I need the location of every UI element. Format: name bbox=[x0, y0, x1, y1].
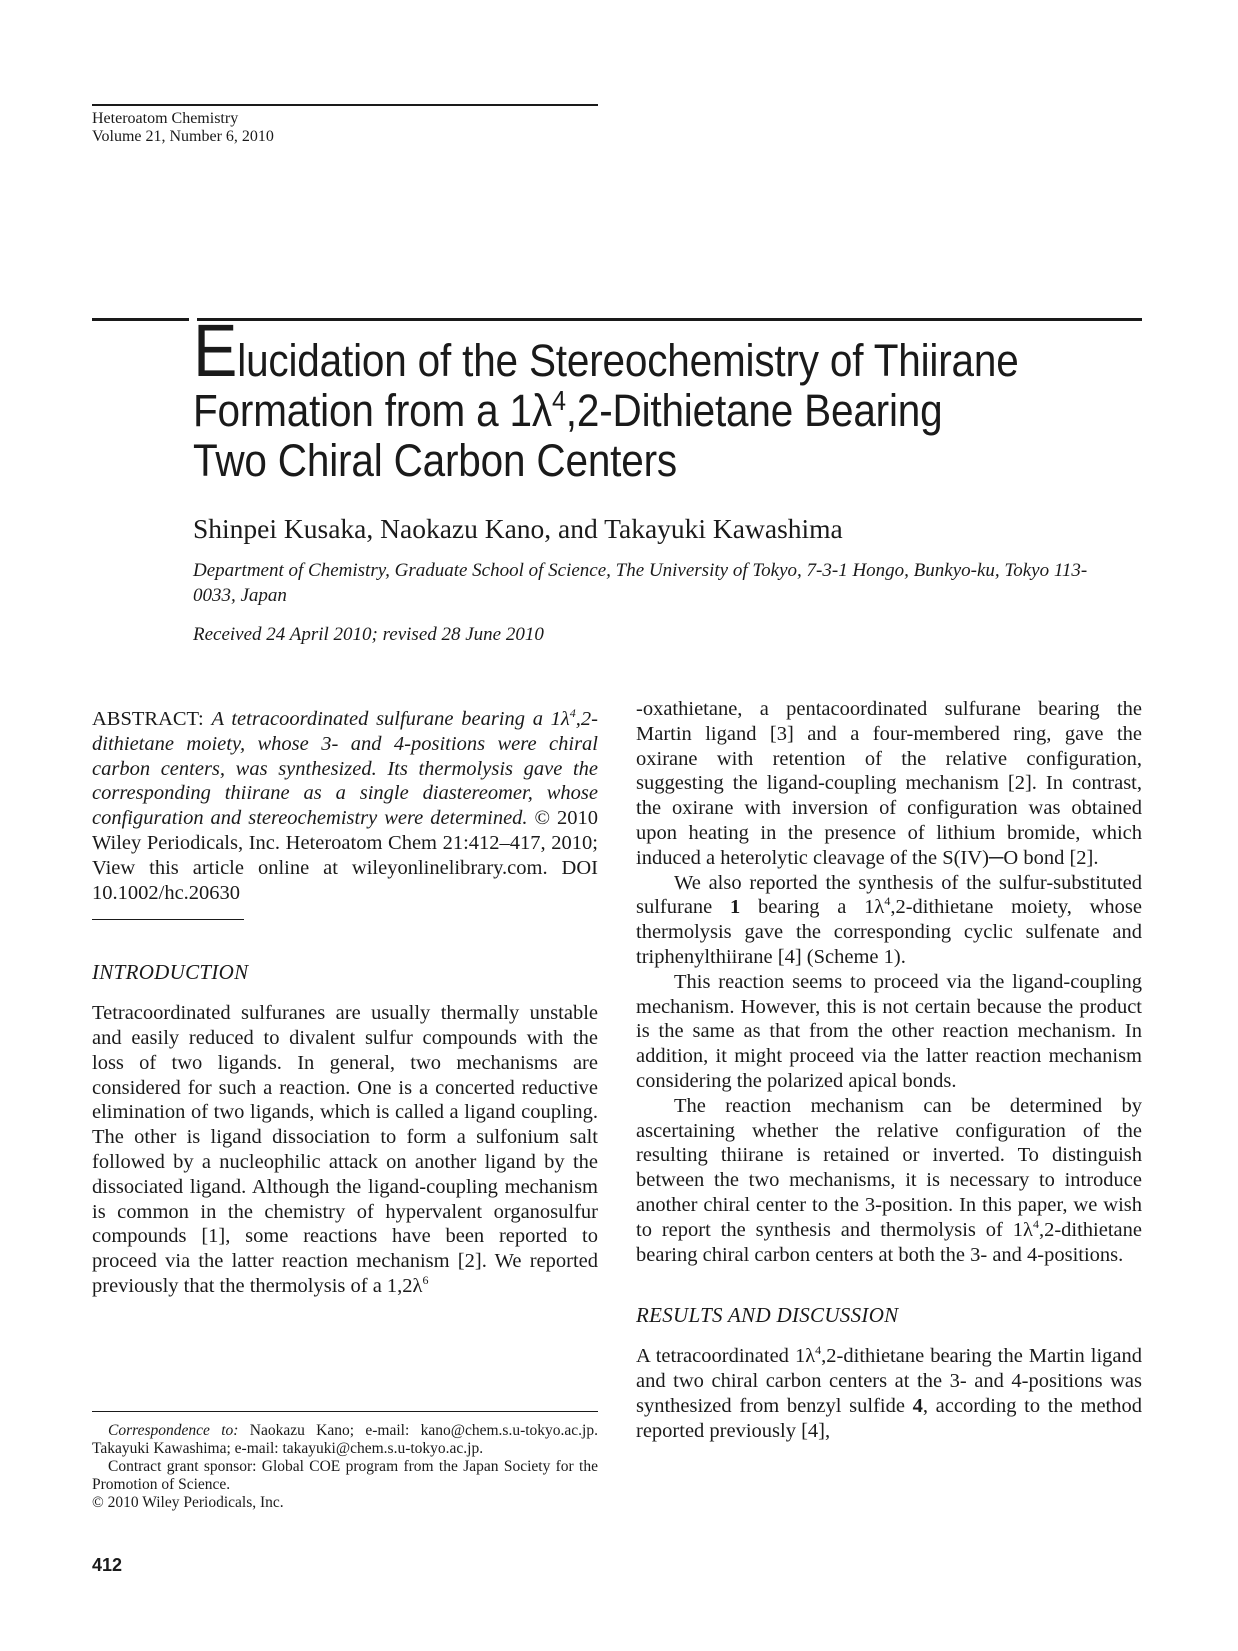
results-paragraph-1: A tetracoordinated $1\lambda^4,2$-dithietane bearing the Martin ligand and two chiral carbon centers at the 3- and 4-positions was synthesized from benzyl sulfide 4, according to the method reported previously [4], bbox=[636, 1343, 1142, 1442]
article-title bbox=[193, 309, 1057, 486]
page-number: 412 bbox=[92, 1555, 123, 1575]
results-heading: RESULTS AND DISCUSSION bbox=[636, 1303, 899, 1328]
journal-volume: Volume 21, Number 6, 2010 bbox=[92, 128, 274, 145]
correspondence-note: Correspondence to: Naokazu Kano; e-mail: kano@chem.s.u-tokyo.ac.jp. Takayuki Kawashima; e-mail: takayuki@chem.s.u-tokyo.ac.jp. bbox=[92, 1422, 598, 1457]
received-dates: Received 24 April 2010; revised 28 June 2010 bbox=[193, 624, 544, 645]
abstract: ABSTRACT: A tetracoordinated sulfurane bearing a $1\lambda^4,2$-dithietane moiety, whose 3- and 4-positions were chiral carbon centers, was synthesized. Its thermolysis gave the corresponding thiirane as a single diastereomer, whose configuration and stereochemistry were determined. © 2010 Wiley Periodicals, Inc. Heteroatom Chem 21:412–417, 2010; View this article online at wileyonlinelibrary.com. DOI 10.1002/hc.20630 bbox=[92, 706, 599, 904]
title-line-1: Elucidation of the Stereochemistry of Thiirane bbox=[193, 309, 1019, 392]
introduction-heading: INTRODUCTION bbox=[92, 960, 249, 985]
affiliation: Department of Chemistry, Graduate School of Science, The University of Tokyo, 7-3-1 Hongo, Bunkyo-ku, Tokyo 113-0033, Japan bbox=[193, 560, 1088, 606]
abstract-label: ABSTRACT: bbox=[92, 708, 204, 730]
intro-paragraph-4: The reaction mechanism can be determined by ascertaining whether the relative configuration of the resulting thiirane is retained or inverted. To distinguish between the two mechanisms, it is necessary to introduce another chiral center to the 3-position. In this paper, we wish to report the synthesis and thermolysis of $1\lambda^4,2$-dithietane bearing chiral carbon centers at both the 3- and 4-positions. bbox=[636, 1094, 1142, 1266]
journal-name: Heteroatom Chemistry bbox=[92, 110, 239, 127]
copyright-note: © 2010 Wiley Periodicals, Inc. bbox=[92, 1494, 284, 1511]
title-line-3: Two Chiral Carbon Centers bbox=[193, 435, 677, 486]
intro-paragraph-1-cont: -oxathietane, a pentacoordinated sulfurane bearing the Martin ligand [3] and a four-membered ring, gave the oxirane with retention of the relative configuration, suggesting the ligand-coupling mechanism [2]. In contrast, the oxirane with inversion of configuration was obtained upon heating in the presence of lithium bromide, which induced a heterolytic cleavage of the S(IV)─O bond [2]. bbox=[636, 698, 1142, 869]
authors: Shinpei Kusaka, Naokazu Kano, and Takayuki Kawashima bbox=[193, 513, 843, 544]
abstract-citation: © 2010 Wiley Periodicals, Inc. Heteroatom Chem 21:412–417, 2010; View this article online at wileyonlinelibrary.com. DOI 10.1002/hc.20630 bbox=[92, 807, 599, 904]
title-rule-left bbox=[92, 318, 189, 321]
right-column bbox=[636, 697, 1142, 1443]
journal-header bbox=[92, 104, 598, 146]
title-line-2: Formation from a $1\lambda^4,2$-Dithietane Bearing bbox=[193, 385, 943, 436]
intro-paragraph-2: We also reported the synthesis of the sulfur-substituted sulfurane 1 bearing a $1\lambda^4,2$-dithietane moiety, whose thermolysis gave the corresponding cyclic sulfenate and triphenylthiirane [4] (Scheme 1). bbox=[636, 871, 1143, 968]
abstract-rule bbox=[92, 919, 244, 920]
intro-paragraph-3: This reaction seems to proceed via the ligand-coupling mechanism. However, this is not certain because the product is the same as that from the other reaction mechanism. In addition, it might proceed via the latter reaction mechanism considering the polarized apical bonds. bbox=[636, 970, 1142, 1092]
intro-paragraph-1: Tetracoordinated sulfuranes are usually thermally unstable and easily reduced to divalent sulfur compounds with the loss of two ligands. In general, two mechanisms are considered for such a reaction. One is a concerted reductive elimination of two ligands, which is called a ligand coupling. The other is ligand dissociation to form a sulfonium salt followed by a nucleophilic attack on another ligand by the dissociated ligand. Although the ligand-coupling mechanism is common in the chemistry of hypervalent organosulfur compounds [1], some reactions have been reported to proceed via the latter reaction mechanism [2]. We reported previously that the thermolysis of a $1,2\lambda^6$ bbox=[92, 1002, 598, 1297]
title-dropcap: E bbox=[193, 309, 238, 392]
left-column bbox=[92, 707, 598, 1299]
footnotes bbox=[92, 1411, 598, 1512]
grant-note: Contract grant sponsor: Global COE program from the Japan Society for the Promotion of Science. bbox=[92, 1458, 598, 1493]
title-rule-right bbox=[197, 318, 1142, 321]
